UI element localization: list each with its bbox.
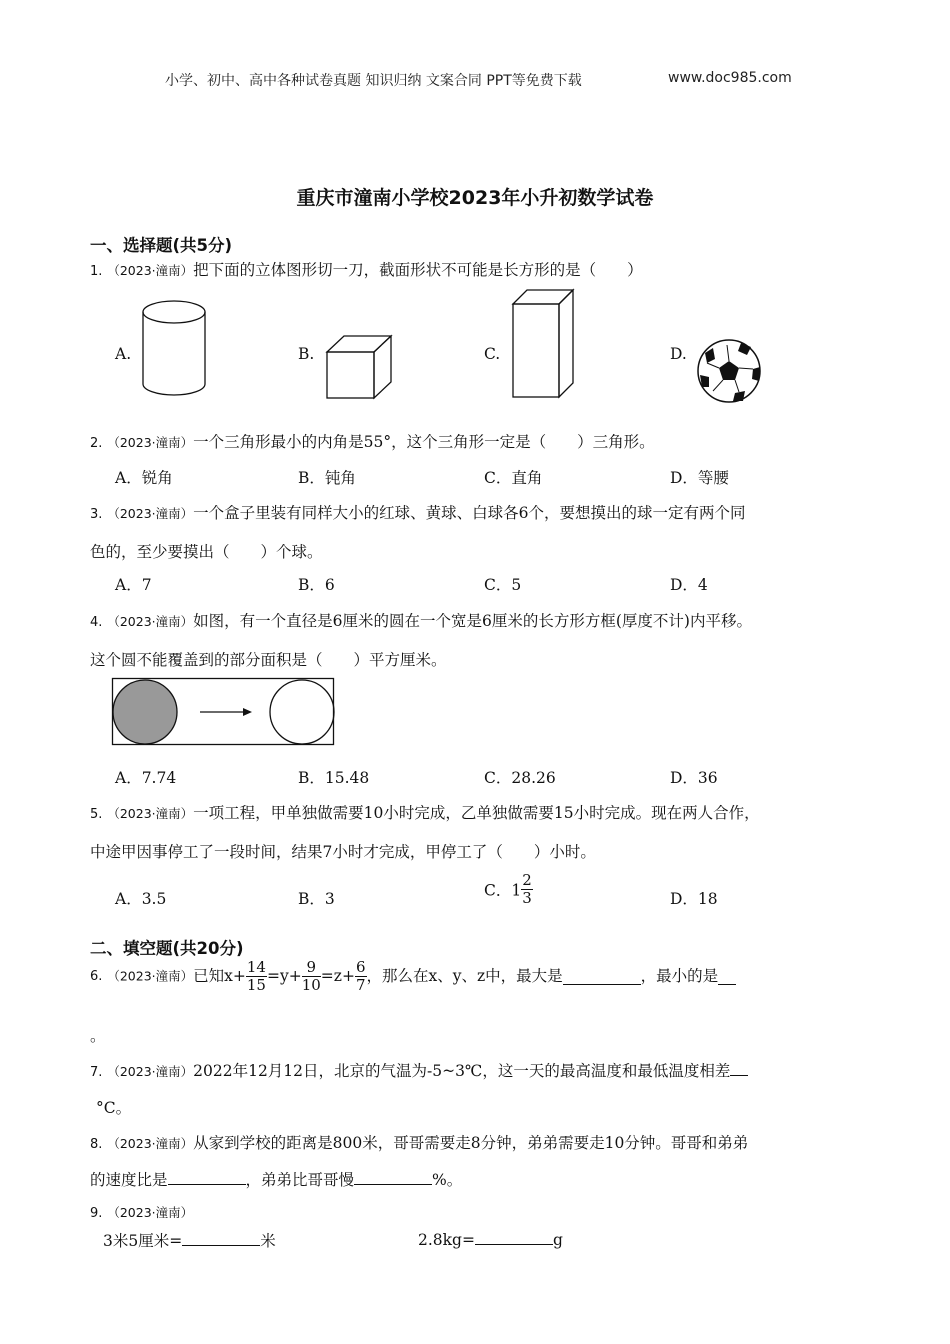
question-number: 6.: [90, 969, 103, 984]
question-7: [90, 1059, 748, 1081]
option-a: A．7.74: [115, 769, 177, 787]
option-d: D．等腰: [670, 469, 729, 487]
question-source: （2023·潼南）: [107, 1064, 194, 1079]
option-c: C．5: [484, 576, 522, 594]
option-d: D．4: [670, 576, 708, 594]
question-text: 2022年12月12日，北京的气温为-5~3℃，这一天的最高温度和最低温度相差: [193, 1062, 731, 1080]
question-9: [90, 1203, 193, 1221]
question-text: ，弟弟比哥哥慢: [245, 1171, 355, 1189]
question-5-line-2: 中途甲因事停工了一段时间，结果7小时才完成，甲停工了（ ）小时。: [90, 843, 596, 861]
question-source: （2023·潼南）: [107, 968, 194, 984]
fraction-denominator: 7: [355, 976, 366, 994]
question-source: （2023·潼南）: [107, 614, 194, 629]
question-text: =y+: [266, 966, 302, 985]
question-text: %。: [432, 1171, 463, 1189]
moved-circle: [270, 680, 334, 744]
unit-label: 米: [260, 1232, 276, 1250]
option-b: B．6: [298, 576, 335, 594]
question-text: 的速度比是: [90, 1171, 168, 1189]
question-8: [90, 1131, 748, 1153]
question-9-part-b: [418, 1229, 563, 1249]
question-source: （2023·潼南）: [107, 435, 194, 450]
option-d: D．36: [670, 769, 718, 787]
option-c: C．直角: [484, 469, 543, 487]
question-text: 一项工程，甲单独做需要10小时完成，乙单独做需要15小时完成。现在两人合作，: [193, 804, 760, 822]
question-text: ，最小的是: [640, 966, 719, 985]
answer-blank[interactable]: [182, 1230, 260, 1246]
fraction-numerator: 14: [246, 958, 266, 976]
question-8-line-2: [90, 1168, 462, 1190]
question-text: =z+: [320, 966, 355, 985]
fraction-numerator: 2: [522, 871, 532, 889]
option-a-label: A.: [115, 345, 132, 363]
question-text: 2.8kg=: [418, 1231, 475, 1249]
fraction-denominator: 10: [301, 976, 321, 994]
fraction-denominator: 15: [246, 976, 266, 994]
answer-blank[interactable]: [718, 969, 736, 985]
question-4: [90, 609, 752, 631]
page-title: 重庆市潼南小学校2023年小升初数学试卷: [296, 187, 654, 209]
question-number: 1.: [90, 264, 103, 279]
question-number: 7.: [90, 1065, 103, 1080]
question-source: （2023·潼南）: [107, 1205, 194, 1220]
answer-blank[interactable]: [168, 1169, 246, 1185]
fraction: [355, 960, 367, 993]
answer-blank[interactable]: [730, 1060, 748, 1076]
option-a: A．锐角: [115, 469, 173, 487]
circle-rectangle-figure: [112, 678, 336, 748]
cylinder-icon: [140, 298, 210, 400]
question-7-end: °C。: [96, 1099, 132, 1117]
question-1: [90, 258, 643, 280]
header-url[interactable]: www.doc985.com: [668, 70, 792, 86]
question-text: 从家到学校的距离是800米，哥哥需要走8分钟，弟弟需要走10分钟。哥哥和弟弟: [193, 1134, 749, 1152]
question-text: 把下面的立体图形切一刀，截面形状不可能是长方形的是（ ）: [193, 261, 643, 279]
cube-icon: [324, 334, 394, 400]
question-text: 一个三角形最小的内角是55°，这个三角形一定是（ ）三角形。: [193, 433, 655, 451]
answer-blank[interactable]: [354, 1169, 432, 1185]
question-number: 2.: [90, 436, 103, 451]
option-b: B．3: [298, 890, 335, 908]
option-c-prefix: C．1: [484, 881, 522, 900]
question-source: （2023·潼南）: [107, 1136, 194, 1151]
question-6-end: 。: [90, 1027, 106, 1045]
fraction-numerator: 6: [355, 958, 366, 976]
answer-blank[interactable]: [563, 969, 641, 985]
option-c: C．28.26: [484, 769, 556, 787]
option-d: D．18: [670, 890, 718, 908]
question-text: ，那么在x、y、z中，最大是: [366, 966, 563, 985]
question-6: [90, 960, 736, 993]
answer-blank[interactable]: [475, 1229, 553, 1245]
section-title-fill: 二、填空题(共20分): [90, 939, 244, 958]
option-a: A．7: [115, 576, 152, 594]
fraction-denominator: 3: [522, 889, 532, 907]
question-text: 3米5厘米=: [103, 1232, 183, 1250]
option-b: B．钝角: [298, 469, 356, 487]
shaded-circle: [113, 680, 177, 744]
option-c-label: C.: [484, 345, 501, 363]
cuboid-icon: [510, 288, 576, 400]
fraction-numerator: 9: [302, 960, 321, 977]
option-b: B．15.48: [298, 769, 370, 787]
fraction: [302, 960, 321, 993]
question-number: 3.: [90, 507, 103, 522]
soccer-ball-icon: [697, 339, 763, 405]
question-text: 已知x+: [193, 966, 246, 985]
unit-label: g: [552, 1231, 563, 1249]
question-text: 如图，有一个直径是6厘米的圆在一个宽是6厘米的长方形方框(厚度不计)内平移。: [193, 612, 752, 630]
question-4-line-2: 这个圆不能覆盖到的部分面积是（ ）平方厘米。: [90, 651, 447, 669]
question-source: （2023·潼南）: [107, 263, 194, 278]
question-text: 一个盒子里装有同样大小的红球、黄球、白球各6个，要想摸出的球一定有两个同: [193, 504, 746, 522]
question-3-line-2: 色的，至少要摸出（ ）个球。: [90, 543, 323, 561]
question-9-part-a: [103, 1229, 276, 1251]
question-number: 5.: [90, 807, 103, 822]
fraction: [521, 873, 533, 906]
question-2: [90, 430, 655, 452]
question-source: （2023·潼南）: [107, 806, 194, 821]
question-number: 8.: [90, 1137, 103, 1152]
option-c: [484, 873, 533, 906]
question-3: [90, 501, 746, 523]
header-text: 小学、初中、高中各种试卷真题 知识归纳 文案合同 PPT等免费下载: [165, 73, 582, 89]
section-title-choice: 一、选择题(共5分): [90, 236, 233, 255]
question-number: 4.: [90, 615, 103, 630]
question-5: [90, 801, 760, 823]
option-a: A．3.5: [115, 890, 167, 908]
question-number: 9.: [90, 1206, 103, 1221]
option-b-label: B.: [298, 345, 315, 363]
option-d-label: D.: [670, 345, 687, 363]
fraction: [246, 960, 267, 993]
question-source: （2023·潼南）: [107, 506, 194, 521]
